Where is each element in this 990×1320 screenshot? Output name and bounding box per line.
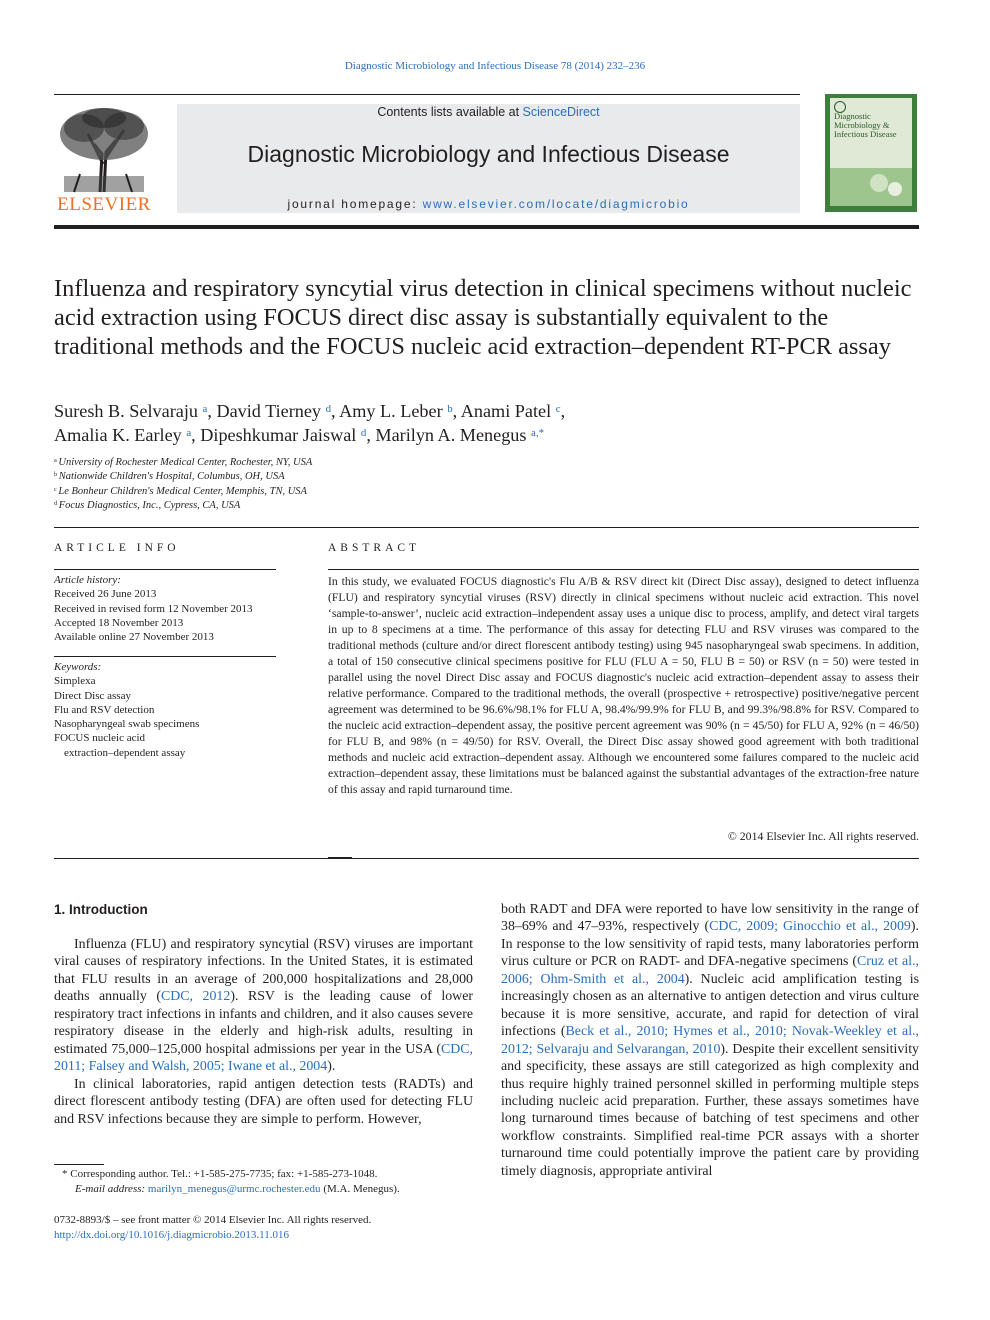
- keywords: [54, 660, 276, 760]
- body-text: ). In response to the low sensitivity of rapid tests, many laboratories perform virus culture or PCR on RADT- and DFA-negative specimens (: [501, 919, 919, 970]
- keywords-label: Keywords:: [54, 661, 102, 673]
- keyword-item: extraction–dependent assay: [64, 746, 186, 759]
- article-info-heading: ARTICLE INFO: [54, 542, 180, 554]
- history-item: Available online 27 November 2013: [54, 631, 214, 644]
- author-name: Suresh B. Selvaraju: [54, 401, 203, 421]
- corresponding-author-note: * Corresponding author. Tel.: +1-585-275-7735; fax: +1-585-273-1048.: [62, 1168, 378, 1180]
- citation-link[interactable]: CDC, 2011; Falsey and Walsh, 2005; Iwane et al., 2004: [54, 1041, 473, 1075]
- affiliation-key: d: [54, 500, 59, 508]
- affiliation-list: [54, 456, 312, 514]
- homepage-prefix: journal homepage:: [287, 197, 423, 211]
- affiliation-marker[interactable]: d: [325, 403, 332, 415]
- abstract-heading: ABSTRACT: [328, 542, 421, 554]
- history-item: Accepted 18 November 2013: [54, 616, 184, 629]
- affiliation-text: Le Bonheur Children's Medical Center, Memphis, TN, USA: [58, 485, 307, 497]
- keywords-list: [54, 674, 276, 760]
- article-history: [54, 573, 276, 644]
- keyword-item: Direct Disc assay: [54, 689, 131, 702]
- author-name: Dipeshkumar Jaiswal: [200, 424, 361, 445]
- author-separator: ,: [366, 424, 376, 445]
- paragraph: [501, 901, 919, 1180]
- author-name: Amy L. Leber: [339, 401, 448, 421]
- affiliation-marker[interactable]: d: [360, 426, 367, 439]
- divider: [54, 656, 276, 657]
- history-item: Received 26 June 2013: [54, 588, 157, 601]
- journal-citation[interactable]: Diagnostic Microbiology and Infectious Disease 78 (2014) 232–236: [344, 60, 646, 72]
- affiliation-text: University of Rochester Medical Center, Rochester, NY, USA: [58, 457, 313, 468]
- paragraph: [54, 1076, 473, 1128]
- divider: [54, 858, 919, 859]
- contents-prefix: Contents lists available at: [377, 105, 523, 119]
- affiliation-marker[interactable]: a: [186, 426, 192, 439]
- keyword-item: Simplexa: [54, 675, 96, 688]
- divider: [328, 569, 919, 570]
- author-separator: ,: [452, 401, 461, 421]
- affiliation-marker[interactable]: b: [447, 403, 453, 415]
- author-name: Anami Patel: [460, 401, 556, 421]
- journal-cover-image: [825, 94, 917, 212]
- email-link[interactable]: marilyn_menegus@urmc.rochester.edu: [147, 1183, 321, 1195]
- author-name: Marilyn A. Menegus: [375, 424, 532, 445]
- body-text: ). Despite their excellent sensitivity and specificity, these assays are still categorized as high complexity and thus require highly trained personnel skilled in performing multiple steps including nucleic acid preparation. Further, these assays sometimes have long turnaround times because of batching of test specimens and other workflow constraints. Simplified real-time PCR assays with a shorter turnaround time could potentially improve the patient care by providing timely diagnosis, appropriate antiviral: [501, 1041, 919, 1179]
- keyword-item: FOCUS nucleic acid: [54, 732, 146, 745]
- body-column-left: [54, 936, 473, 1128]
- citation-link[interactable]: Beck et al., 2010; Hymes et al., 2010; Novak-Weekley et al., 2012; Selvaraju and Selvarangan, 2010: [501, 1024, 919, 1057]
- citation-link[interactable]: CDC, 2009; Ginocchio et al., 2009: [709, 919, 911, 935]
- divider: [54, 569, 276, 570]
- article-title: Influenza and respiratory syncytial virus detection in clinical specimens without nucleic acid extraction using FOCUS direct disc assay is substantially equivalent to the traditional methods and the FOCUS nucleic acid extraction–dependent RT-PCR assay: [54, 275, 912, 360]
- keyword-item: Nasopharyngeal swab specimens: [54, 718, 200, 731]
- body-text: In clinical laboratories, rapid antigen detection tests (RADTs) and direct florescent antibody testing (DFA) are often used for detecting FLU and RSV infections because they are simple to perform. However,: [54, 1076, 473, 1127]
- body-text: ). Nucleic acid amplification testing is increasingly chosen as an alternative to antigen detection and virus culture because it is more sensitive, accurate, and rapid for detection of viral infections (: [501, 971, 919, 1040]
- email-label: E-mail address:: [75, 1183, 148, 1195]
- affiliation: [54, 470, 312, 484]
- journal-homepage: [177, 197, 800, 211]
- body-text: ).: [327, 1059, 336, 1075]
- publisher-wordmark: ELSEVIER: [57, 194, 151, 215]
- affiliation-marker[interactable]: a,*: [531, 426, 545, 439]
- author-list: [54, 400, 924, 447]
- body-text: both RADT and DFA were reported to have low sensitivity in the range of 38–69% and 47–93%, respectively (: [501, 902, 919, 935]
- cover-title: Diagnostic Microbiology & Infectious Disease: [834, 111, 897, 139]
- journal-name: Diagnostic Microbiology and Infectious Disease: [247, 141, 730, 167]
- abstract-copyright: © 2014 Elsevier Inc. All rights reserved.: [727, 829, 919, 843]
- affiliation-text: Nationwide Children's Hospital, Columbus, OH, USA: [58, 471, 285, 483]
- body-text: ). RSV is the leading cause of lower respiratory tract infections in infants and children, and it also causes severe respiratory disease in the elderly and high-risk adults, resulting in estimated 75,000–125,000 hospital admissions per year in the USA (: [54, 989, 473, 1057]
- divider: [54, 527, 919, 528]
- history-item: Received in revised form 12 November 2013: [54, 602, 253, 615]
- affiliation-key: b: [54, 471, 59, 479]
- history-label: Article history:: [54, 574, 121, 586]
- author-separator: ,: [331, 401, 340, 421]
- affiliation: [54, 499, 312, 513]
- homepage-link[interactable]: www.elsevier.com/locate/diagmicrobio: [422, 197, 690, 211]
- sciencedirect-link[interactable]: ScienceDirect: [522, 105, 600, 119]
- body-text: Influenza (FLU) and respiratory syncytial (RSV) viruses are important viral causes of respiratory infections. In the United States, it is estimated that FLU results in an average of 200,000 hospitalizations and 28,000 deaths annually (: [54, 937, 473, 1005]
- email-suffix: (M.A. Menegus).: [320, 1183, 400, 1195]
- affiliation-text: Focus Diagnostics, Inc., Cypress, CA, USA: [58, 500, 241, 512]
- author-separator: ,: [207, 401, 217, 421]
- author-name: David Tierney: [216, 401, 326, 421]
- issn-line: 0732-8893/$ – see front matter © 2014 Elsevier Inc. All rights reserved.: [54, 1214, 372, 1226]
- affiliation-marker[interactable]: c: [555, 403, 561, 415]
- doi-link[interactable]: http://dx.doi.org/10.1016/j.diagmicrobio.2013.11.016: [54, 1229, 289, 1241]
- issn-footnote: [54, 1213, 494, 1243]
- affiliation: [54, 485, 312, 499]
- correspondence-footnote: [62, 1167, 482, 1197]
- contents-line: [177, 105, 800, 119]
- affiliation-key: a: [54, 457, 59, 464]
- section-heading-introduction: 1. Introduction: [54, 902, 148, 917]
- abstract-text: In this study, we evaluated FOCUS diagnostic's Flu A/B & RSV direct kit (Direct Disc assay), designed to detect influenza (FLU) and respiratory syncytial viruses (RSV) directly in clinical specimens without nucleic acid extraction. This novel ‘sample-to-answer’, nucleic acid extraction–independent assay uses a unique disc to process, amplify, and detect viral targets in up to 8 specimens at a time. The performance of this assay for detecting FLU and RSV viruses was compared to the traditional methods (culture and/or direct florescent antibody testing) using 945 nasopharyngeal swab specimens. In addition, a total of 150 consecutive clinical specimens positive for FLU (FLU A = 50, FLU B = 50) or RSV (n = 50) were tested in parallel using the novel Direct Disc assay and FOCUS diagnostic's nucleic acid extraction–dependent assay to assess their relative performance. Compared to the traditional methods, the overall (prospective + retrospective) positive/negative percent agreement was determined to be 96.6%/98.1% for FLU A, 98.4%/99.9% for FLU B, and 99.3%/98.8% for RSV. Compared to the nucleic acid extraction–dependent assay, the positive percent agreement was 90% (n = 45/50) for FLU A, 92% (n = 46/50) for FLU B, and 98% (n = 49/50) for RSV. Overall, the Direct Disc assay showed good agreement with both traditional methods and nucleic acid extraction–dependent assay. Although we encountered some failures compared to the nucleic acid extraction–dependent assay, these limitations must be balanced against the substantial advantages of the extraction-free nature of this assay and rapid turnaround time.: [328, 575, 919, 796]
- affiliation-marker[interactable]: a: [202, 403, 208, 415]
- footnote-rule: [54, 1164, 104, 1165]
- header-thick-rule: [54, 225, 919, 229]
- cover-image-band: [830, 168, 912, 206]
- author-separator: ,: [191, 424, 201, 445]
- body-column-right: [501, 901, 919, 1180]
- citation-link[interactable]: CDC, 2012: [160, 989, 231, 1005]
- keyword-item: Flu and RSV detection: [54, 703, 155, 716]
- affiliation-key: c: [54, 485, 59, 493]
- paragraph: [54, 936, 473, 1076]
- author-name: Amalia K. Earley: [54, 424, 187, 445]
- masthead-top-rule: [54, 94, 800, 95]
- divider-accent: [328, 857, 352, 859]
- history-list: [54, 587, 276, 644]
- author-separator: ,: [560, 401, 566, 421]
- citation-link[interactable]: Cruz et al., 2006; Ohm-Smith et al., 2004: [501, 954, 919, 987]
- affiliation: [54, 456, 312, 470]
